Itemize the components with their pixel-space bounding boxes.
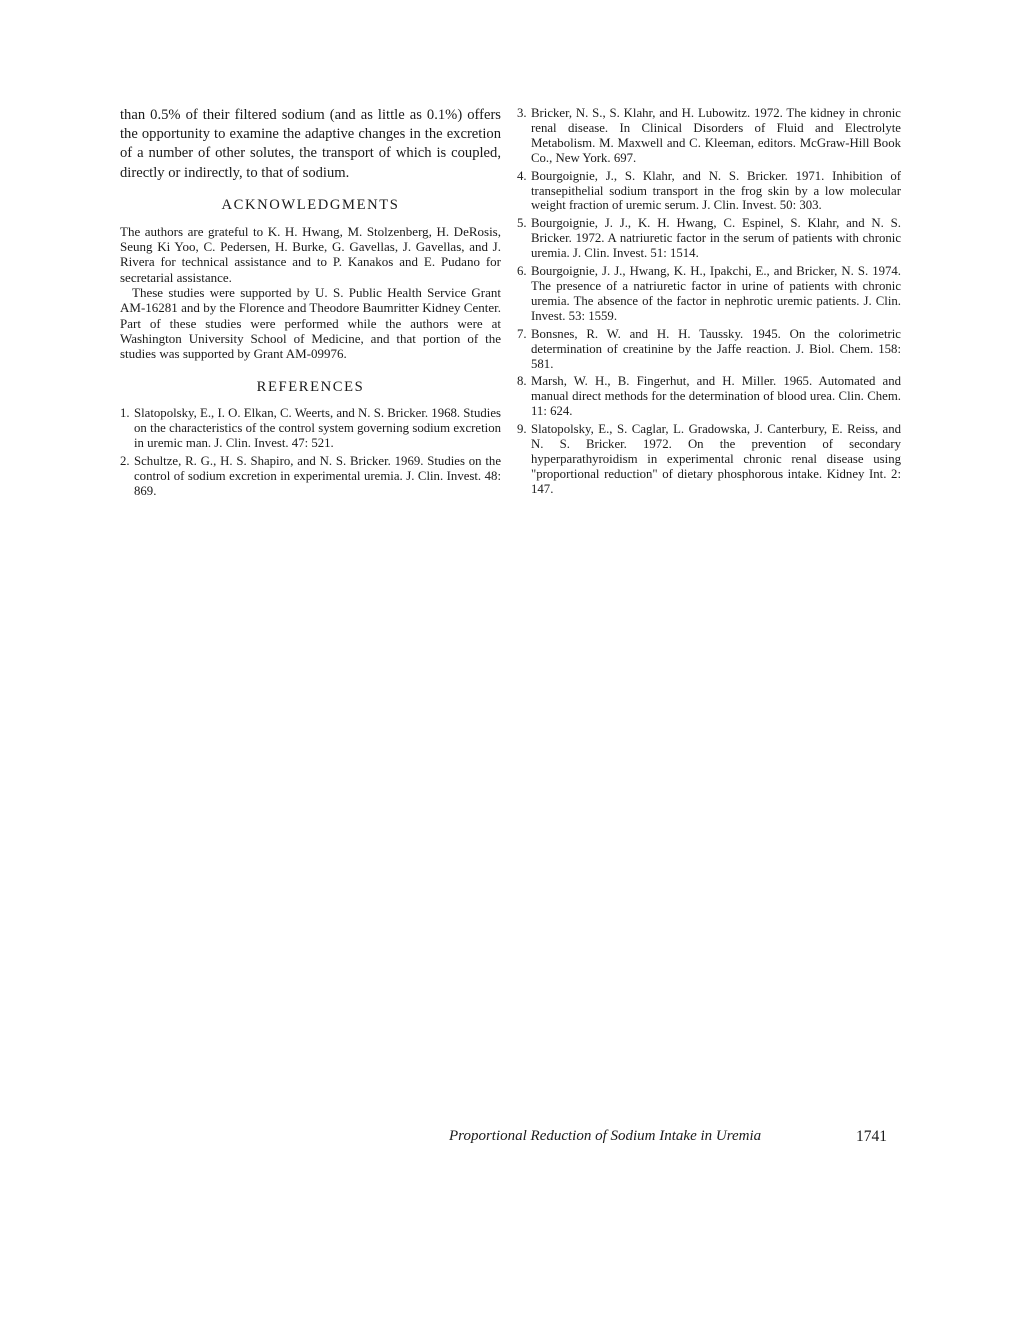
reference-text: Slatopolsky, E., S. Caglar, L. Gradowska, J. Canterbury, E. Reiss, and N. S. Bricker. 1972. On the prevention of secondary hyperparathyroidism in experimental chronic renal disease using "proportional reduction" of dietary phosphorous intake. Kidney Int. 2: 147. [531,422,901,496]
reference-text: Bourgoignie, J., S. Klahr, and N. S. Bricker. 1971. Inhibition of transepithelial sodium transport in the frog skin by a low molecular weight fraction of uremic serum. J. Clin. Invest. 50: 303. [531,168,901,213]
reference-item [517,264,901,324]
reference-item [120,454,501,499]
reference-number: 7. [517,326,527,341]
reference-text: Bricker, N. S., S. Klahr, and H. Lubowitz. 1972. The kidney in chronic renal disease. In Clinical Disorders of Fluid and Electrolyte Metabolism. M. Maxwell and C. Kleeman, editors. McGraw-Hill Book Co., New York. 697. [531,106,901,165]
references-list-right [517,106,901,497]
references-heading: REFERENCES [256,379,365,396]
reference-number: 3. [517,106,527,120]
reference-item [120,406,501,451]
reference-number: 5. [517,216,527,231]
reference-text: Marsh, W. H., B. Fingerhut, and H. Miller. 1965. Automated and manual direct methods for the determination of blood urea. Clin. Chem. 11: 624. [531,374,901,419]
reference-item [517,106,901,166]
acknowledgments-heading: ACKNOWLEDGMENTS [221,196,400,213]
reference-item [517,374,901,419]
reference-number: 4. [517,168,527,183]
reference-text: Bonsnes, R. W. and H. H. Taussky. 1945. On the colorimetric determination of creatinine by the Jaffe reaction. J. Biol. Chem. 158: 581. [531,326,901,371]
right-column [517,106,901,500]
running-title: Proportional Reduction of Sodium Intake in Uremia [449,1128,762,1144]
reference-number: 8. [517,374,527,389]
reference-item [517,216,901,261]
reference-item [517,422,901,497]
intro-paragraph: than 0.5% of their filtered sodium (and as little as 0.1%) offers the opportunity to examine the adaptive changes in the excretion of a number of other solutes, the transport of which is coupled, directly or indirectly, to that of sodium. [120,107,501,181]
acknowledgments-paragraph-1: The authors are grateful to K. H. Hwang, M. Stolzenberg, H. DeRosis, Seung Ki Yoo, C. Pedersen, H. Burke, G. Gavellas, J. Gavellas, and J. Rivera for technical assistance and to P. Kanakos and E. Pudano for secretarial assistance. [120,223,501,285]
reference-number: 9. [517,422,527,437]
acknowledgments-paragraph-2: These studies were supported by U. S. Public Health Service Grant AM-16281 and by the Florence and Theodore Baumritter Kidney Center. Part of these studies were performed while the authors were at Washington University School of Medicine, and that portion of the studies was supported by Grant AM-09976. [120,285,501,362]
reference-item [517,169,901,214]
reference-item [517,327,901,372]
reference-text: Bourgoignie, J. J., K. H. Hwang, C. Espinel, S. Klahr, and N. S. Bricker. 1972. A natriuretic factor in the serum of patients with chronic uremia. J. Clin. Invest. 51: 1514. [531,216,901,261]
page-footer [449,1128,899,1145]
left-column [120,106,501,502]
reference-number: 2. [120,454,130,469]
reference-number: 6. [517,264,527,279]
reference-text: Schultze, R. G., H. S. Shapiro, and N. S. Bricker. 1969. Studies on the control of sodium excretion in experimental uremia. J. Clin. Invest. 48: 869. [134,454,501,499]
page-number: 1741 [856,1128,887,1145]
reference-number: 1. [120,406,130,421]
reference-text: Slatopolsky, E., I. O. Elkan, C. Weerts, and N. S. Bricker. 1968. Studies on the characteristics of the control system governing sodium excretion in uremic man. J. Clin. Invest. 47: 521. [134,406,501,451]
references-list-left [120,406,501,498]
reference-text: Bourgoignie, J. J., Hwang, K. H., Ipakchi, E., and Bricker, N. S. 1974. The presence of a natriuretic factor in urine of patients with chronic uremia. The absence of the factor in nephrotic uremic patients. J. Clin. Invest. 53: 1559. [531,264,901,323]
